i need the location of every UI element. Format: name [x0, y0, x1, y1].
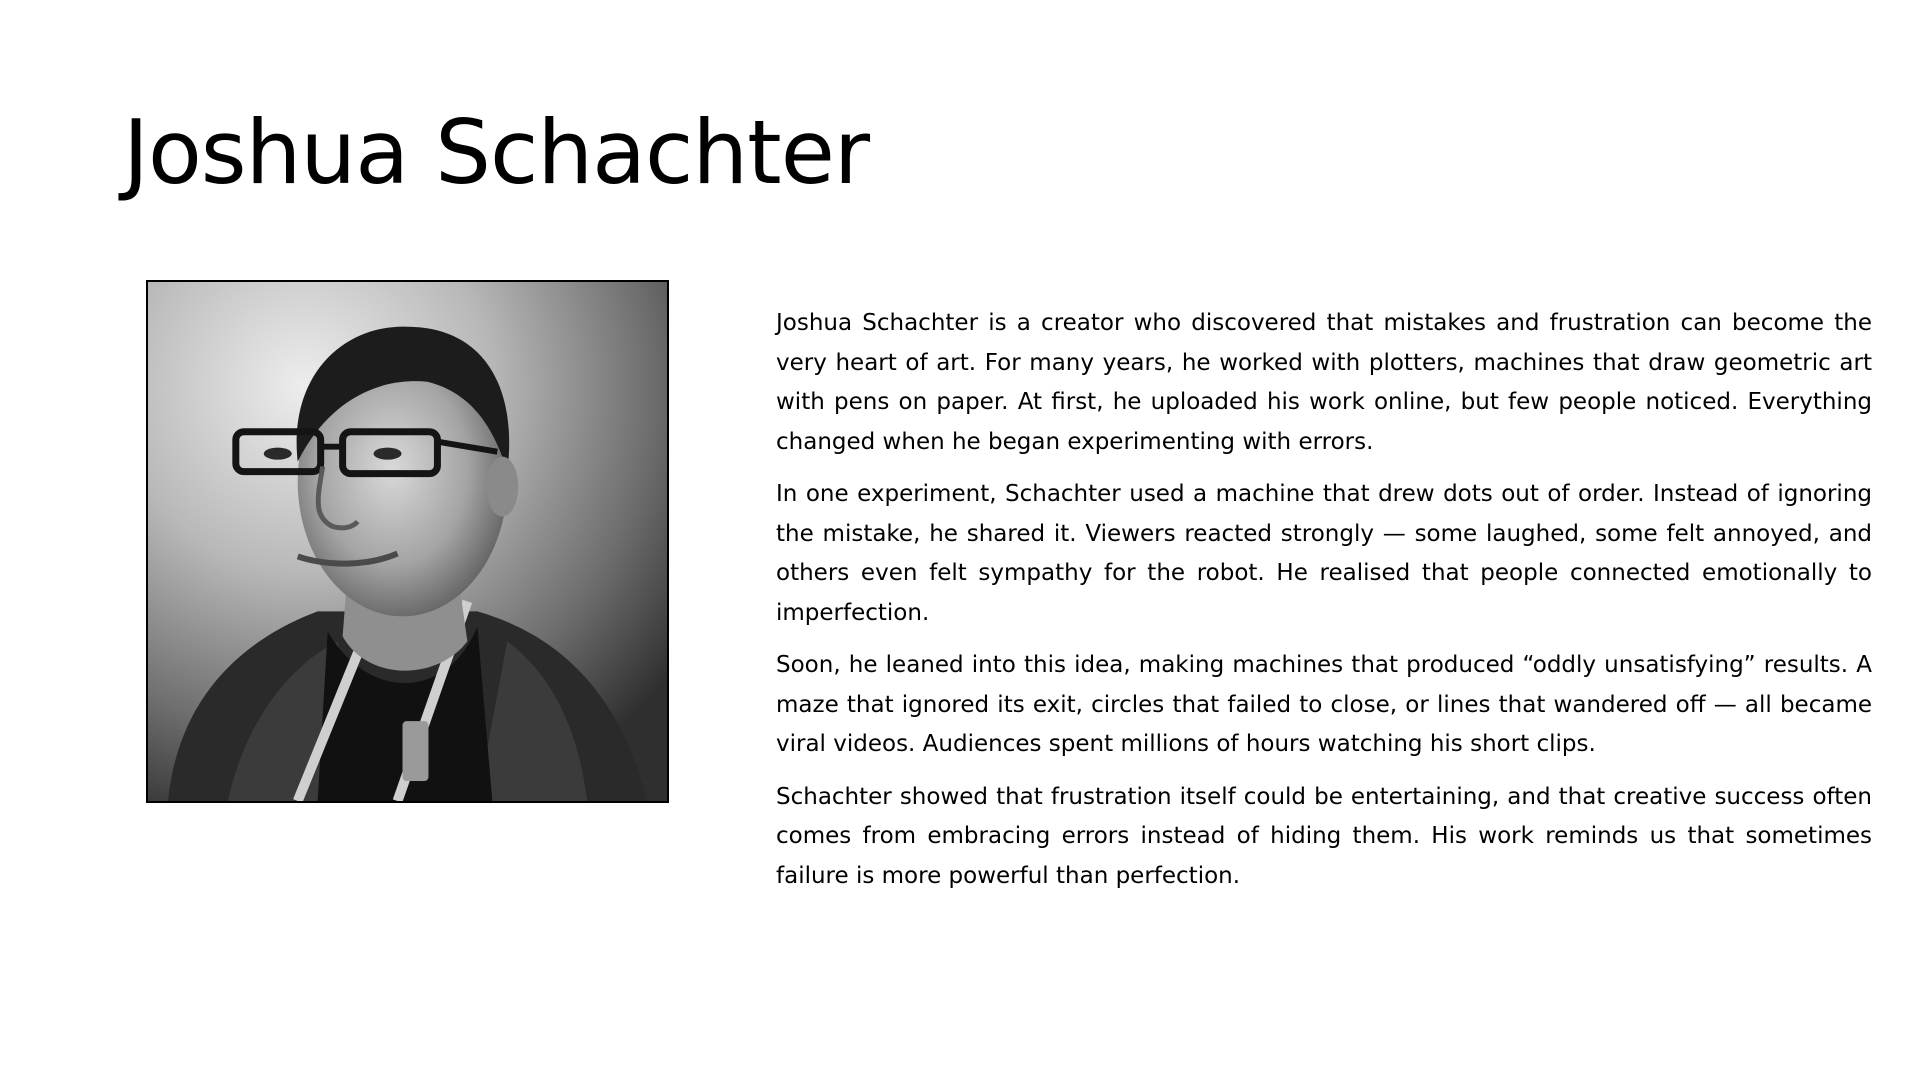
- bio-paragraph-1: Joshua Schachter is a creator who discovered that mistakes and frustration can become the very heart of art. For many years, he worked with plotters, machines that draw geometric art with pens on paper. At first, he uploaded his work online, but few people noticed. Everything changed when he began experimenting with errors.: [776, 310, 1872, 455]
- bio-paragraph-3: Soon, he leaned into this idea, making machines that produced “oddly unsatisfying” results. A maze that ignored its exit, circles that failed to close, or lines that wandered off — all became viral videos. Audiences spent millions of hours watching his short clips.: [776, 652, 1872, 757]
- bio-paragraph-2: In one experiment, Schachter used a machine that drew dots out of order. Instead of ignoring the mistake, he shared it. Viewers reacted strongly — some laughed, some felt annoyed, and others even felt sympathy for the robot. He realised that people connected emotionally to imperfection.: [776, 481, 1872, 626]
- page-title: Joshua Schachter: [123, 101, 870, 204]
- portrait-photo: [146, 280, 669, 803]
- bio-text: [776, 304, 1872, 909]
- portrait-illustration: [148, 282, 667, 801]
- bio-paragraph-4: Schachter showed that frustration itself could be entertaining, and that creative success often comes from embracing errors instead of hiding them. His work reminds us that sometimes failure is more powerful than perfection.: [776, 783, 1872, 889]
